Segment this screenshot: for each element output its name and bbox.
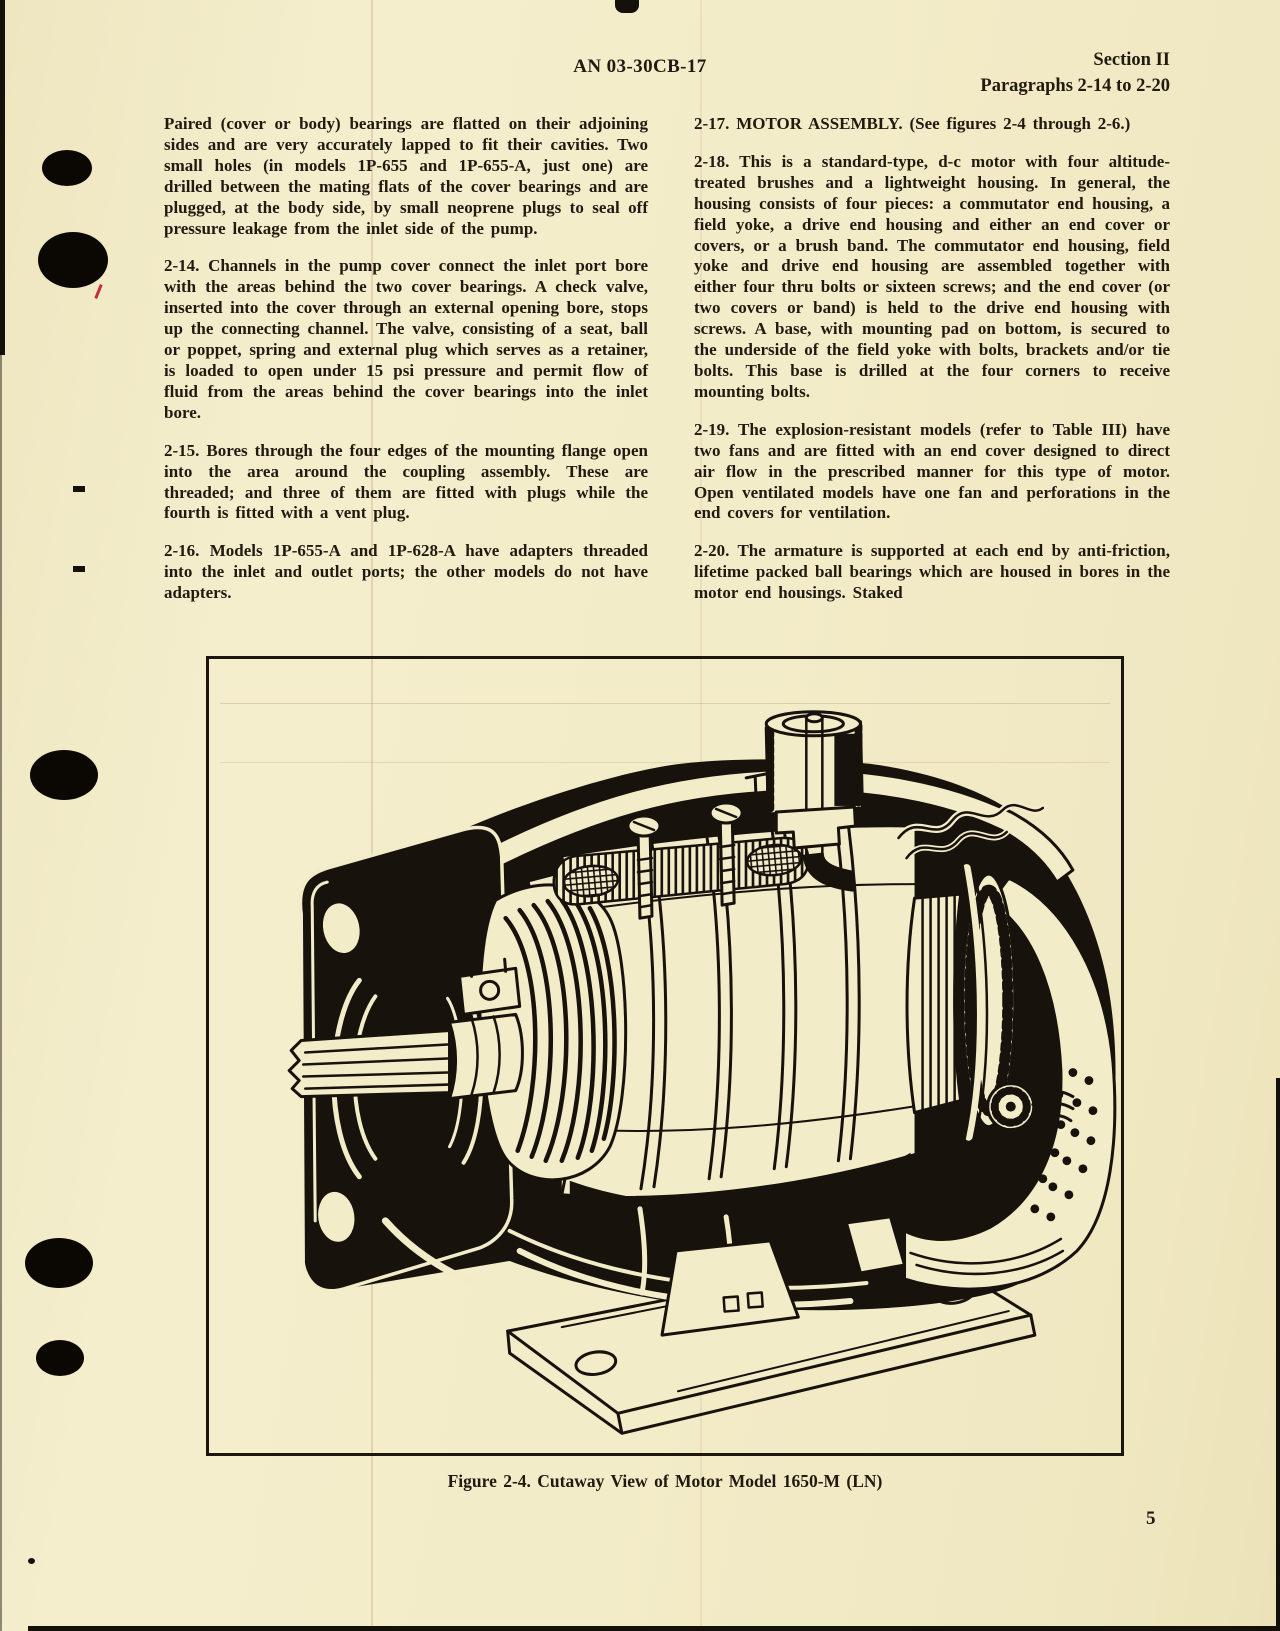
left-column — [164, 114, 648, 621]
figure-caption: Figure 2-4. Cutaway View of Motor Model 1650-M (LN) — [447, 1471, 883, 1491]
scan-artifact — [615, 0, 639, 13]
paragraph-range-label: Paragraphs 2-14 to 2-20 — [980, 76, 1170, 96]
scan-edge — [0, 0, 5, 355]
paragraph-2-20: 2-20. The armature is supported at each end by anti-friction, lifetime packed ball bearings which are housed in bores in the motor end housings. Staked — [694, 541, 1170, 603]
punch-hole-mark — [36, 1340, 84, 1376]
scan-edge — [0, 355, 2, 1631]
paragraph-2-16: 2-16. Models 1P-655-A and 1P-628-A have adapters threaded into the inlet and outlet ports; the other models do not have adapters. — [164, 541, 648, 603]
scan-artifact — [28, 1558, 35, 1564]
paragraph-2-17: 2-17. MOTOR ASSEMBLY. (See figures 2-4 through 2-6.) — [694, 114, 1131, 133]
right-column — [694, 114, 1170, 621]
section-label: Section II — [1093, 50, 1170, 70]
paragraph-2-15: 2-15. Bores through the four edges of the mounting flange open into the area around the coupling assembly. These are threaded; and three of them are fitted with plugs while the fourth is fitted with a vent plug. — [164, 440, 648, 523]
paragraph-2-14: 2-14. Channels in the pump cover connect the inlet port bore with the areas behind the two cover bearings. A check valve, inserted into the cover through an external opening bore, stops up the connecting channel. The valve, consisting of a seat, ball or poppet, spring and external plug which serves as a retainer, is loaded to open under 15 psi pressure and permit flow of fluid from the areas behind the cover bearings into the inlet bore. — [164, 256, 648, 422]
paragraph-2-19: 2-19. The explosion-resistant models (refer to Table III) have two fans and are fitted with an end cover designed to direct air flow in the prescribed manner for this type of motor. Open ventilated models have one fan and perforations in the end covers for ventilation. — [694, 419, 1170, 523]
page-number: 5 — [1146, 1508, 1156, 1529]
scan-artifact — [73, 486, 85, 492]
paragraph-2-18: 2-18. This is a standard-type, d-c motor with four altitude-treated brushes and a lightweight housing. In general, the housing consists of four pieces: a commutator end housing, a field yoke, a drive end housing and either an end cover or covers, or a brush band. The commutator end housing, field yoke and drive end housing are assembled together with either four thru bolts or sixteen screws; and the end cover (or two covers or band) is held to the drive end housing with screws. A base, with mounting pad on bottom, is secured to the underside of the field yoke with bolts, brackets and/or tie bolts. This base is drilled at the four corners to receive mounting bolts. — [694, 151, 1170, 401]
punch-hole-mark — [38, 232, 108, 288]
punch-hole-mark — [25, 1238, 93, 1288]
scan-artifact — [73, 566, 85, 572]
scan-edge — [28, 1626, 1280, 1631]
figure-frame — [206, 656, 1124, 1456]
punch-hole-mark — [30, 750, 98, 800]
doc-number: AN 03-30CB-17 — [573, 56, 707, 77]
punch-hole-mark — [42, 150, 92, 186]
red-pen-mark — [94, 284, 102, 299]
scan-edge — [1276, 1078, 1280, 1631]
motor-cutaway-illustration — [209, 659, 1121, 1453]
paragraph-continued: Paired (cover or body) bearings are flatted on their adjoining sides and are very accurately lapped to fit their cavities. Two small holes (in models 1P-655 and 1P-655-A, just one) are drilled between the mating flats of the cover bearings and are plugged, at the body side, by small neoprene plugs to seal off pressure leakage from the inlet side of the pump. — [164, 114, 648, 238]
